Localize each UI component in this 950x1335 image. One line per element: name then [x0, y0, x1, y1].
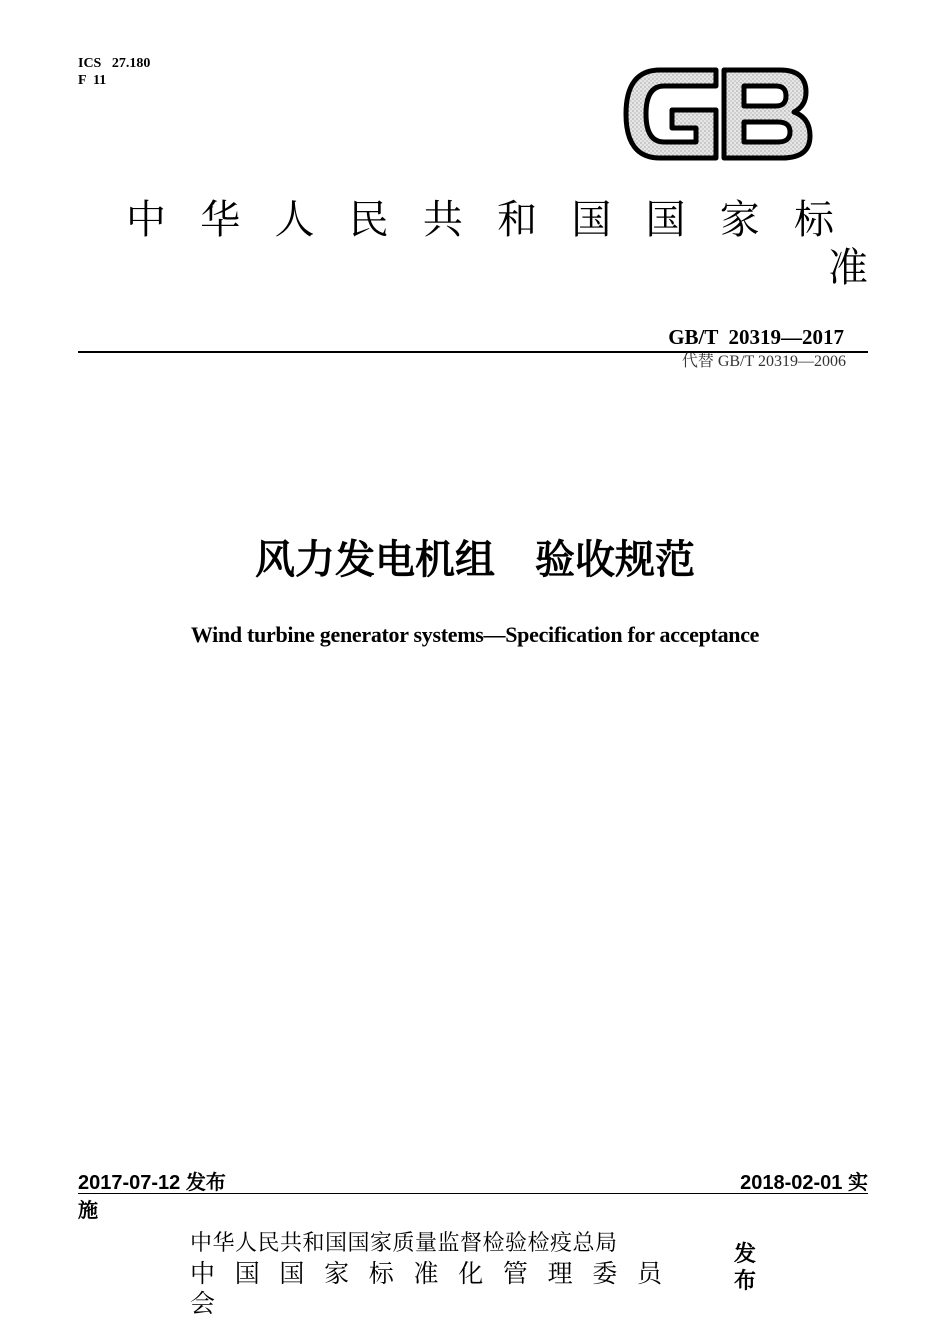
- implementation-date: 2018-02-01: [740, 1172, 843, 1194]
- implementation-label: 实: [848, 1170, 868, 1194]
- classification-codes: [78, 55, 150, 89]
- title-english: Wind turbine generator systems—Specification for acceptance: [190, 622, 760, 647]
- ics-code: ICS 27.180: [78, 56, 151, 71]
- ccs-code: F 11: [78, 73, 107, 88]
- standard-type-heading-tail: 准: [828, 245, 868, 291]
- issuer-sac-tail: 会: [190, 1289, 216, 1318]
- issuer-aqsiq: 中华人民共和国国家质量监督检验检疫总局: [190, 1231, 618, 1256]
- footer-divider: [78, 1193, 868, 1194]
- publish-label: 发布: [734, 1242, 757, 1294]
- standard-type-heading: 中华人民共和国国家标: [126, 197, 868, 243]
- issue-label: 发布: [185, 1170, 226, 1194]
- title-chinese: 风力发电机组 验收规范: [255, 537, 695, 583]
- implementation-date-line: [740, 1169, 868, 1196]
- issuer-sac: 中国国家标准化管理委员: [190, 1259, 662, 1288]
- gb-logo-letter-g: [626, 70, 716, 158]
- issue-date: 2017-07-12: [78, 1172, 181, 1194]
- standard-number: GB/T 20319—2017: [668, 325, 844, 349]
- implementation-label-wrap: 施: [78, 1198, 98, 1222]
- replaces-standard: 代替 GB/T 20319—2006: [681, 353, 846, 370]
- issue-date-line: [78, 1169, 226, 1196]
- gb-logo-icon: [620, 62, 816, 166]
- gb-logo-letter-b: [724, 70, 810, 158]
